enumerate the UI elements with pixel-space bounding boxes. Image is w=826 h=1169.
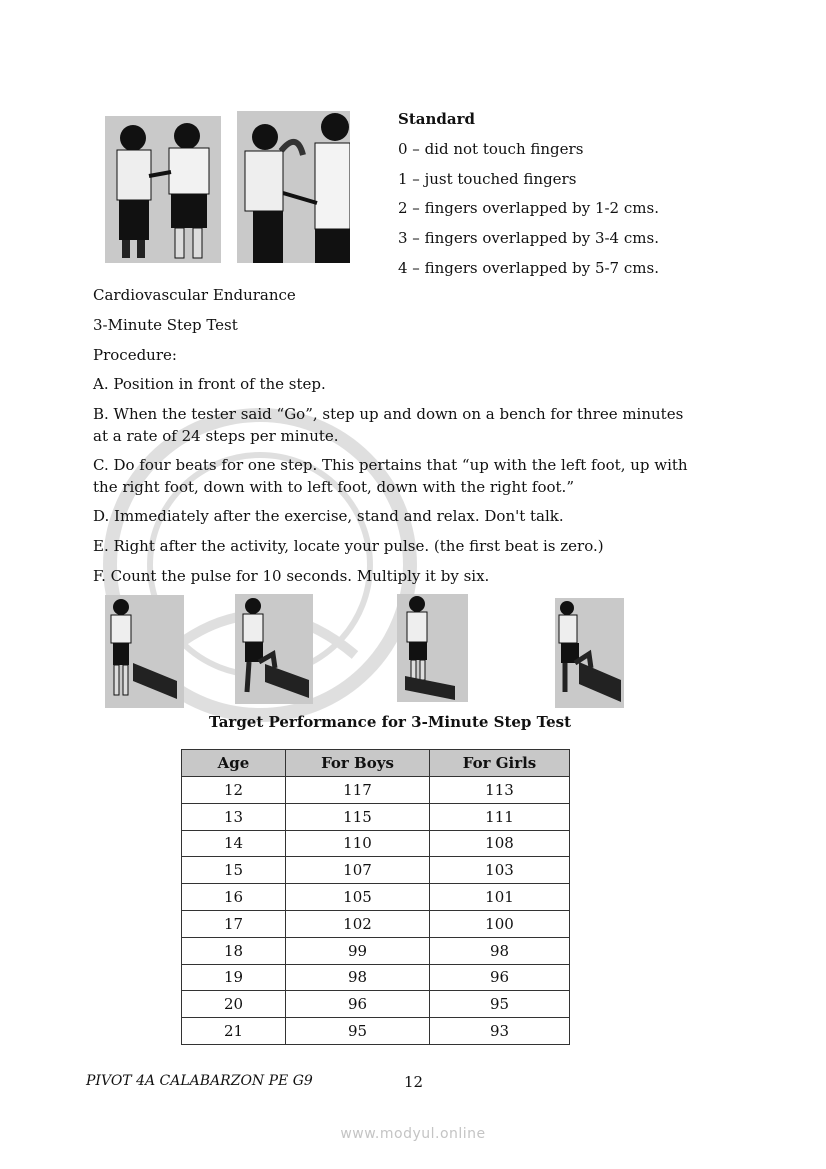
photo-step-test-3 [397,594,468,702]
table-row [182,991,570,1018]
table-row [182,937,570,964]
cell-age: 16 [182,884,286,911]
target-performance-table [181,749,570,1045]
section-heading: Cardiovascular Endurance [93,286,296,304]
cell-age: 12 [182,777,286,804]
procedure-step: F. Count the pulse for 10 seconds. Multiply it by six. [93,567,490,585]
procedure-step: C. Do four beats for one step. This pertains that “up with the left foot, up with the right foot, down with to left foot, down with the right foot.” [93,456,688,496]
cell-boys: 95 [286,1018,430,1045]
cell-boys: 105 [286,884,430,911]
cell-boys: 117 [286,777,430,804]
procedure-label: Procedure: [93,346,177,364]
standard-item: 2 – fingers overlapped by 1-2 cms. [398,199,659,217]
table-row [182,857,570,884]
cell-boys: 110 [286,830,430,857]
cell-age: 13 [182,803,286,830]
table-row [182,910,570,937]
column-header-girls: For Girls [430,750,570,777]
test-name: 3-Minute Step Test [93,316,238,334]
photo-step-test-2 [235,594,313,704]
cell-boys: 99 [286,937,430,964]
table-row [182,964,570,991]
cell-age: 20 [182,991,286,1018]
standard-item: 4 – fingers overlapped by 5-7 cms. [398,259,659,277]
standard-item: 1 – just touched fingers [398,170,577,188]
standard-item: 3 – fingers overlapped by 3-4 cms. [398,229,659,247]
photo-shoulder-test-1 [105,116,221,263]
standard-title: Standard [398,110,475,128]
cell-girls: 100 [430,910,570,937]
cell-boys: 115 [286,803,430,830]
table-row [182,830,570,857]
cell-girls: 101 [430,884,570,911]
cell-boys: 96 [286,991,430,1018]
footer-module-title: PIVOT 4A CALABARZON PE G9 [86,1073,313,1089]
site-watermark: www.modyul.online [340,1126,486,1142]
photo-step-test-4 [555,598,624,708]
procedure-step: E. Right after the activity, locate your pulse. (the first beat is zero.) [93,537,604,555]
cell-age: 18 [182,937,286,964]
photo-step-test-1 [105,595,184,708]
cell-girls: 93 [430,1018,570,1045]
cell-boys: 98 [286,964,430,991]
table-row [182,777,570,804]
cell-girls: 103 [430,857,570,884]
cell-age: 21 [182,1018,286,1045]
procedure-step: B. When the tester said “Go”, step up and down on a bench for three minutes at a rate of 24 steps per minute. [93,405,684,445]
column-header-boys: For Boys [286,750,430,777]
cell-age: 17 [182,910,286,937]
procedure-step: D. Immediately after the exercise, stand and relax. Don't talk. [93,507,564,525]
cell-girls: 98 [430,937,570,964]
cell-girls: 95 [430,991,570,1018]
cell-boys: 107 [286,857,430,884]
table-title: Target Performance for 3-Minute Step Test [208,713,572,731]
table-row [182,884,570,911]
cell-age: 15 [182,857,286,884]
cell-girls: 96 [430,964,570,991]
page-number: 12 [404,1073,424,1091]
cell-boys: 102 [286,910,430,937]
table-row [182,803,570,830]
cell-age: 19 [182,964,286,991]
table-header-row [182,750,570,777]
table-row [182,1018,570,1045]
photo-shoulder-test-2 [237,111,350,263]
cell-girls: 113 [430,777,570,804]
procedure-step: A. Position in front of the step. [93,375,326,393]
cell-girls: 108 [430,830,570,857]
cell-age: 14 [182,830,286,857]
standard-item: 0 – did not touch fingers [398,140,584,158]
column-header-age: Age [182,750,286,777]
cell-girls: 111 [430,803,570,830]
